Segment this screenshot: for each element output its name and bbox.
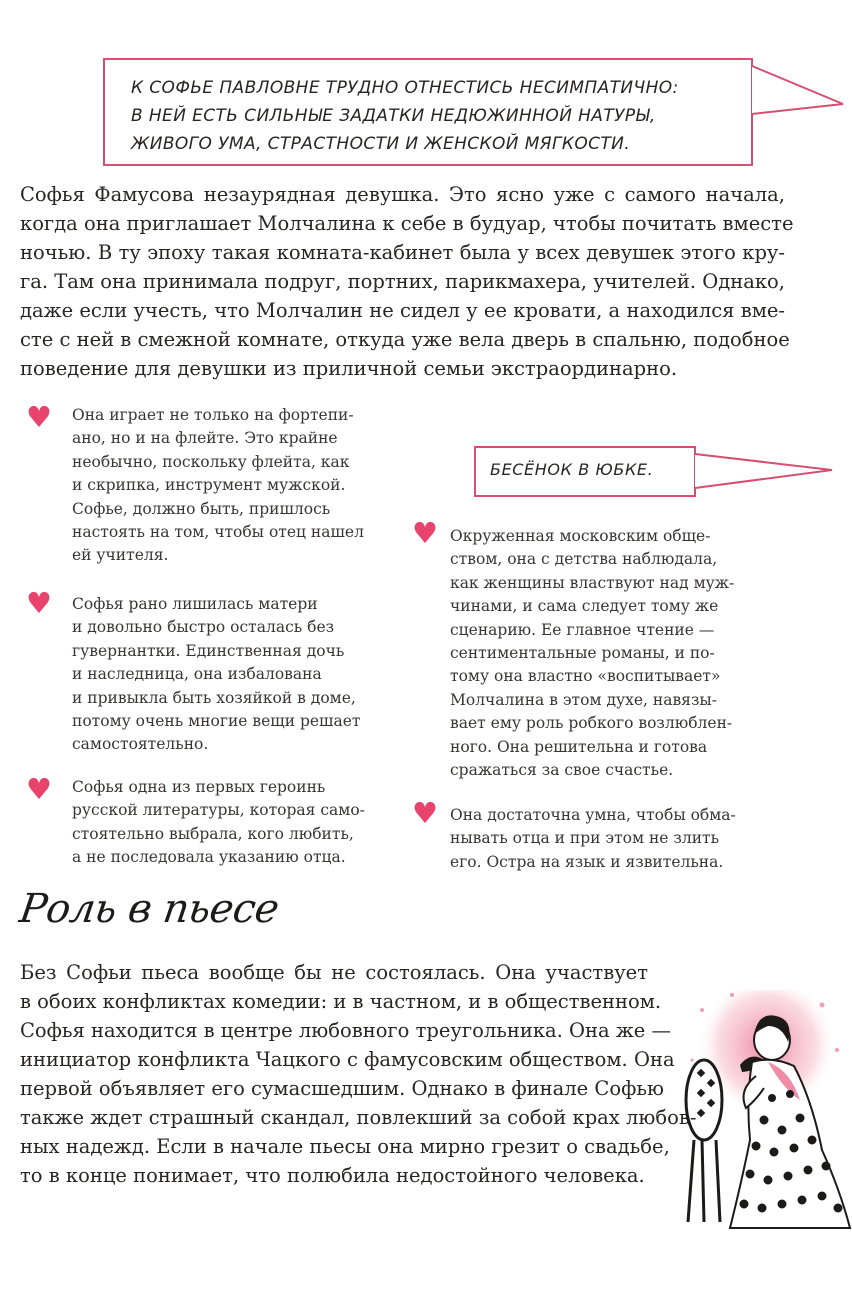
text-line: инициатор конфликта Чацкого с фамусовским обществом. Она	[20, 1048, 675, 1071]
text-line: тому она властно «воспитывает»	[450, 667, 721, 686]
text-line: ством, она с детства наблюдала,	[450, 550, 718, 569]
text-line: вает ему роль робкого возлюблен-	[450, 714, 733, 733]
text-line: как женщины властвуют над муж-	[450, 573, 735, 592]
intro-paragraph	[20, 180, 794, 383]
text-line: первой объявляет его сумасшедшим. Однако в финале Софью	[20, 1077, 664, 1100]
text-line: то в конце понимает, что полюбила недостойного человека.	[20, 1164, 645, 1187]
text-line: ано, но и на флейте. Это крайне	[72, 429, 338, 448]
text-line: потому очень многие вещи решает	[72, 712, 361, 731]
text-line: гувернантки. Единственная дочь	[72, 641, 345, 660]
side-bubble-tail	[694, 450, 844, 490]
text-line: необычно, поскольку флейта, как	[72, 452, 350, 471]
text-line: ей учителя.	[72, 546, 169, 565]
text-line: даже если учесть, что Молчалин не сидел у ее кровати, а находился вме-	[20, 299, 785, 322]
woman-illustration	[672, 990, 852, 1230]
text-line: Софья находится в центре любовного треугольника. Она же —	[20, 1019, 672, 1042]
text-line: Она достаточна умна, чтобы обма-	[450, 806, 736, 824]
text-line: сте с ней в смежной комнате, откуда уже вела дверь в спальню, подобное	[20, 328, 790, 351]
text-line: его. Остра на язык и язвительна.	[450, 852, 724, 871]
text-line: сценарию. Ее главное чтение —	[450, 620, 715, 639]
text-line: сентиментальные романы, и по-	[450, 644, 715, 663]
text-line: настоять на том, чтобы отец нашел	[72, 523, 364, 542]
heart-icon: ♥	[412, 516, 438, 550]
text-line: и привыкла быть хозяйкой в доме,	[72, 688, 356, 707]
side-bubble	[474, 446, 696, 497]
text-line: га. Там она принимала подруг, портних, парикмахера, учителей. Однако,	[20, 270, 785, 293]
text-line: ных надежд. Если в начале пьесы она мирно грезит о свадьбе,	[20, 1135, 670, 1158]
text-line: Софье, должно быть, пришлось	[72, 499, 331, 518]
text-line: чинами, и сама следует тому же	[450, 597, 719, 616]
text-line: и скрипка, инструмент мужской.	[72, 476, 346, 495]
text-line: в обоих конфликтах комедии: и в частном, и в общественном.	[20, 990, 662, 1013]
text-line: ночью. В ту эпоху такая комната-кабинет была у всех девушек этого кру-	[20, 241, 785, 264]
text-line: русской литературы, которая само-	[72, 801, 365, 820]
quote-line: В НЕЙ ЕСТЬ СИЛЬНЫЕ ЗАДАТКИ НЕДЮЖИННОЙ НАТУРЫ,	[131, 106, 656, 126]
side-bubble-text: БЕСЁНОК В ЮБКЕ.	[490, 460, 654, 479]
text-line: нывать отца и при этом не злить	[450, 829, 720, 848]
quote-bubble-tail	[751, 60, 851, 120]
heart-icon: ♥	[412, 796, 438, 830]
text-line: Окруженная московским обще-	[450, 527, 711, 545]
text-line: когда она приглашает Молчалина к себе в будуар, чтобы почитать вместе	[20, 212, 794, 235]
quote-bubble	[103, 58, 753, 166]
text-line: стоятельно выбрала, кого любить,	[72, 824, 354, 843]
text-line: и довольно быстро осталась без	[72, 618, 335, 637]
heart-icon: ♥	[26, 586, 52, 620]
text-line: также ждет страшный скандал, повлекший за собой крах любов-	[20, 1106, 697, 1129]
quote-line: ЖИВОГО УМА, СТРАСТНОСТИ И ЖЕНСКОЙ МЯГКОСТИ.	[131, 134, 631, 154]
text-line: ного. Она решительна и готова	[450, 737, 708, 756]
text-line: самостоятельно.	[72, 735, 209, 754]
heart-icon: ♥	[26, 400, 52, 434]
section-heading: Роль в пьесе	[16, 886, 282, 932]
text-line: Софья одна из первых героинь	[72, 778, 326, 796]
text-line: и наследница, она избалована	[72, 665, 322, 684]
text-line: а не последовала указанию отца.	[72, 848, 346, 867]
text-line: Софья Фамусова незаурядная девушка. Это ясно уже с самого начала,	[20, 183, 785, 206]
role-paragraph	[20, 958, 697, 1190]
text-line: Она играет не только на фортепи-	[72, 406, 354, 424]
text-line: поведение для девушки из приличной семьи экстраординарно.	[20, 357, 678, 380]
heart-icon: ♥	[26, 772, 52, 806]
quote-line: К СОФЬЕ ПАВЛОВНЕ ТРУДНО ОТНЕСТИСЬ НЕСИМПАТИЧНО:	[131, 78, 679, 98]
text-line: Софья рано лишилась матери	[72, 595, 318, 613]
text-line: Без Софьи пьеса вообще бы не состоялась. Она участвует	[20, 961, 648, 984]
text-line: Молчалина в этом духе, навязы-	[450, 690, 717, 709]
text-line: сражаться за свое счастье.	[450, 761, 674, 780]
